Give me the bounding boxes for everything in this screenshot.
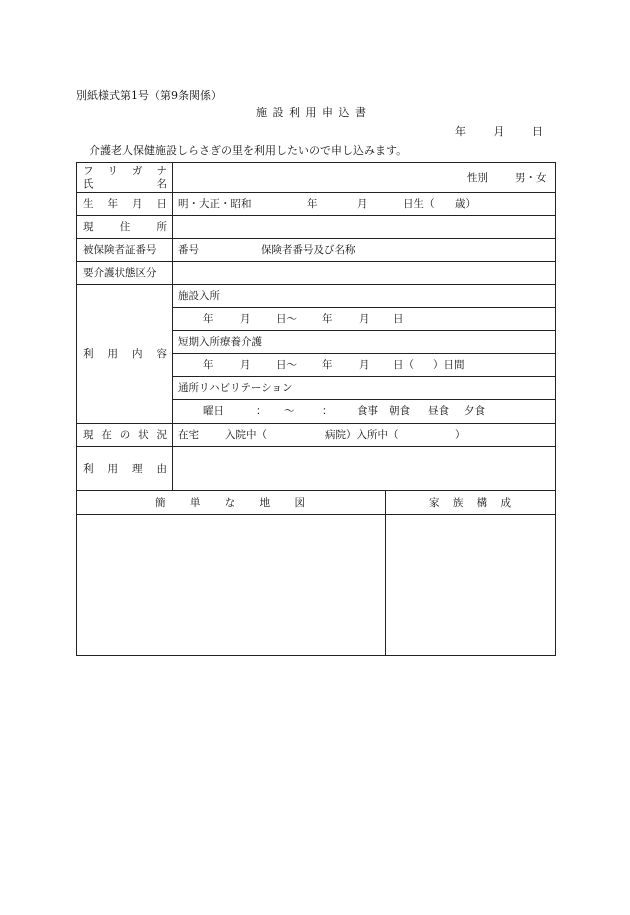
insured-label: 被保険者証番号: [83, 244, 157, 256]
care-level-label: 要介護状態区分: [83, 267, 157, 279]
status-close: ）: [455, 429, 466, 441]
row-line: [77, 192, 555, 193]
row-line: [77, 215, 555, 216]
row-line: [172, 307, 555, 308]
page-title: 施 設 利 用 申 込 書: [256, 106, 367, 119]
family-header: 家 族 構 成: [429, 497, 511, 509]
row-line: [77, 423, 555, 424]
birth-label: 生 年 月 日: [83, 198, 167, 210]
gender-label: 性別: [467, 172, 488, 184]
birth-era[interactable]: 明・大正・昭和: [178, 198, 252, 210]
birth-day: 日生（: [403, 198, 435, 210]
date-month: 月: [493, 125, 505, 138]
date-day: 日: [532, 125, 543, 138]
row-line: [172, 399, 555, 400]
furigana-label: フ リ ガ ナ: [83, 165, 167, 177]
insured-number: 番号: [178, 244, 199, 256]
birth-month: 月: [357, 198, 368, 210]
row-line: [172, 353, 555, 354]
row-line: [77, 238, 555, 239]
status-hospital-close[interactable]: 病院）入所中（: [325, 429, 399, 441]
map-family-divider: [385, 490, 386, 655]
row-line: [77, 446, 555, 447]
row-line: [77, 514, 555, 515]
date-year: 年: [455, 125, 466, 138]
row-line: [77, 261, 555, 262]
form-number: 別紙様式第1号（第9条関係）: [76, 89, 222, 102]
label-column-line: [172, 163, 173, 490]
day-rehab[interactable]: 通所リハビリテーション: [178, 382, 293, 394]
row-line: [172, 330, 555, 331]
status-hospital[interactable]: 入院中（: [225, 429, 267, 441]
date-line: [455, 123, 543, 139]
status-home[interactable]: 在宅: [178, 429, 199, 441]
row-line: [172, 376, 555, 377]
facility-admission[interactable]: 施設入所: [178, 290, 220, 302]
gender-options[interactable]: 男・女: [515, 172, 547, 184]
address-label: 現 住 所: [83, 221, 167, 233]
reason-label: 利 用 理 由: [83, 463, 167, 475]
insurer-name: 保険者番号及び名称: [261, 244, 356, 256]
status-label: 現 在 の 状 況: [83, 429, 167, 441]
intro-text: 介護老人保健施設しらさぎの里を利用したいので申し込みます。: [89, 144, 408, 157]
birth-year: 年: [307, 198, 318, 210]
map-header: 簡 単 な 地 図: [155, 497, 305, 509]
name-label: 氏 名: [83, 178, 167, 190]
row-line: [77, 284, 555, 285]
short-stay[interactable]: 短期入所療養介護: [178, 336, 262, 348]
usage-label: 利 用 内 容: [83, 348, 167, 360]
row-line: [77, 490, 555, 491]
application-form: フ リ ガ ナ 氏 名 性別 男・女 生 年 月 日 明・大正・昭和 年 月 日生（ 歳） 現 住 所 被保険者証番号 番号 保険者番号及び名称 要介護状態区分 利 用 内 容 施設入所 年 月 日〜 年 月 日 短期入所療養介護 年 月 日〜 年 月 日（ ）日間 通所リハビリテーション 曜日 ： 〜 ： 食事 朝食 昼食 夕食 現 在 の 状 況 在宅 入院中（ 病院）入所中（ ） 利 用 理 由 簡 単 な 地 図 家 族 構 成: [76, 162, 556, 656]
birth-age: 歳）: [455, 198, 476, 210]
